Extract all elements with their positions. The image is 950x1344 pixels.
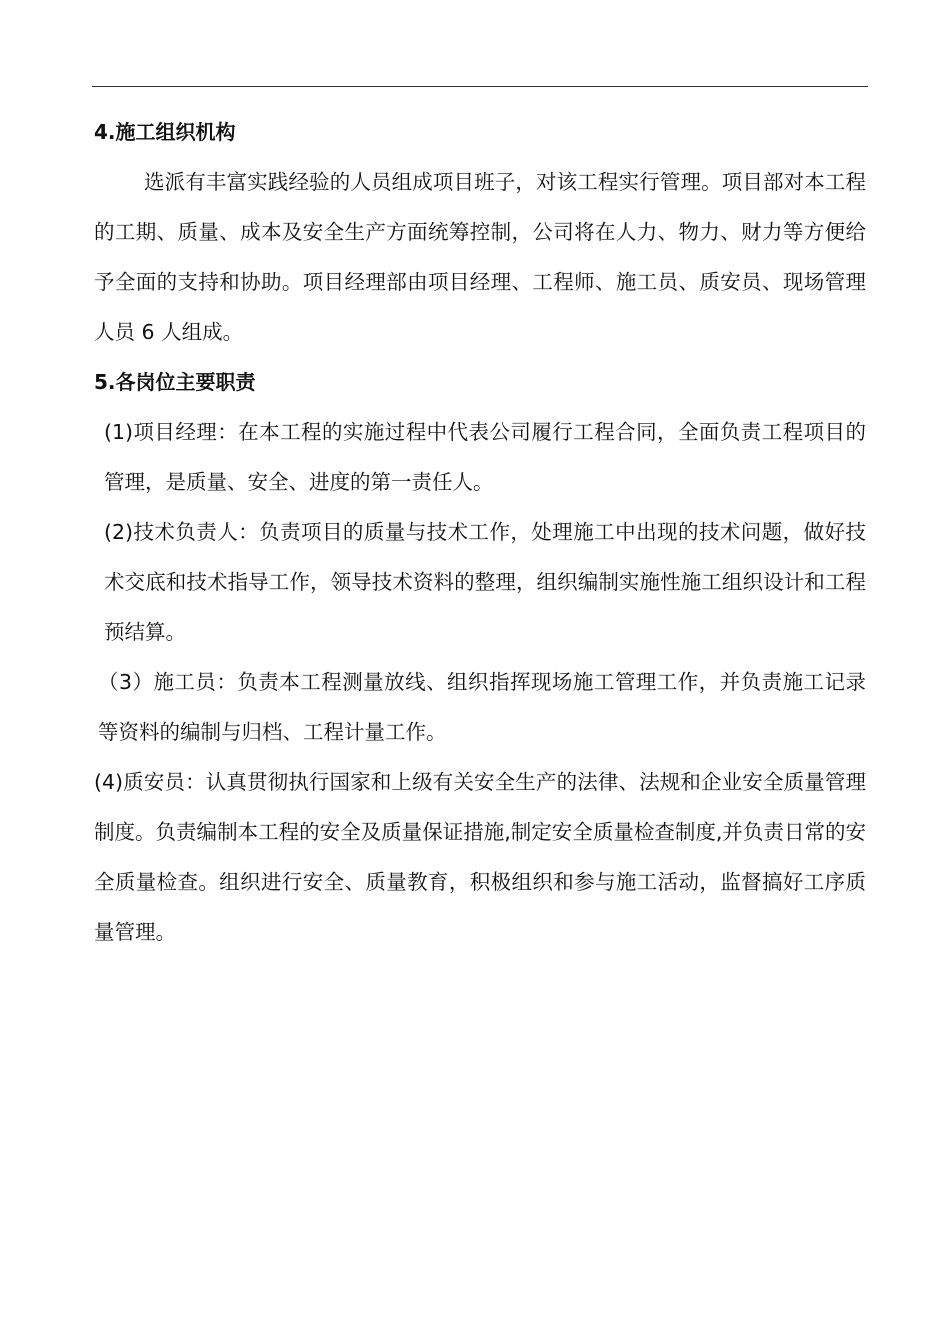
duty-item-project-manager: (1)项目经理：在本工程的实施过程中代表公司履行工程合同，全面负责工程项目的管理，是质量、安全、进度的第一责任人。 — [104, 420, 866, 494]
section-4-paragraph: 选派有丰富实践经验的人员组成项目班子，对该工程实行管理。项目部对本工程的工期、质量、成本及安全生产方面统筹控制，公司将在人力、物力、财力等方便给予全面的支持和协助。项目经理部由项目经理、工程师、施工员、质安员、现场管理人员 6 人组成。 — [94, 170, 866, 344]
document-body — [94, 107, 866, 957]
header-rule — [92, 86, 868, 87]
duty-item-construction-worker: （3）施工员：负责本工程测量放线、组织指挥现场施工管理工作，并负责施工记录等资料的编制与归档、工程计量工作。 — [98, 670, 866, 744]
section-5-heading: 5.各岗位主要职责 — [94, 370, 256, 394]
duty-item-safety-quality-officer: (4)质安员：认真贯彻执行国家和上级有关安全生产的法律、法规和企业安全质量管理制度。负责编制本工程的安全及质量保证措施,制定安全质量检查制度,并负责日常的安全质量检查。组织进行安全、质量教育，积极组织和参与施工活动，监督搞好工序质量管理。 — [94, 770, 866, 944]
duty-item-technical-lead: (2)技术负责人：负责项目的质量与技术工作，处理施工中出现的技术问题，做好技术交底和技术指导工作，领导技术资料的整理，组织编制实施性施工组织设计和工程预结算。 — [104, 520, 866, 644]
section-4-heading: 4.施工组织机构 — [94, 120, 236, 144]
